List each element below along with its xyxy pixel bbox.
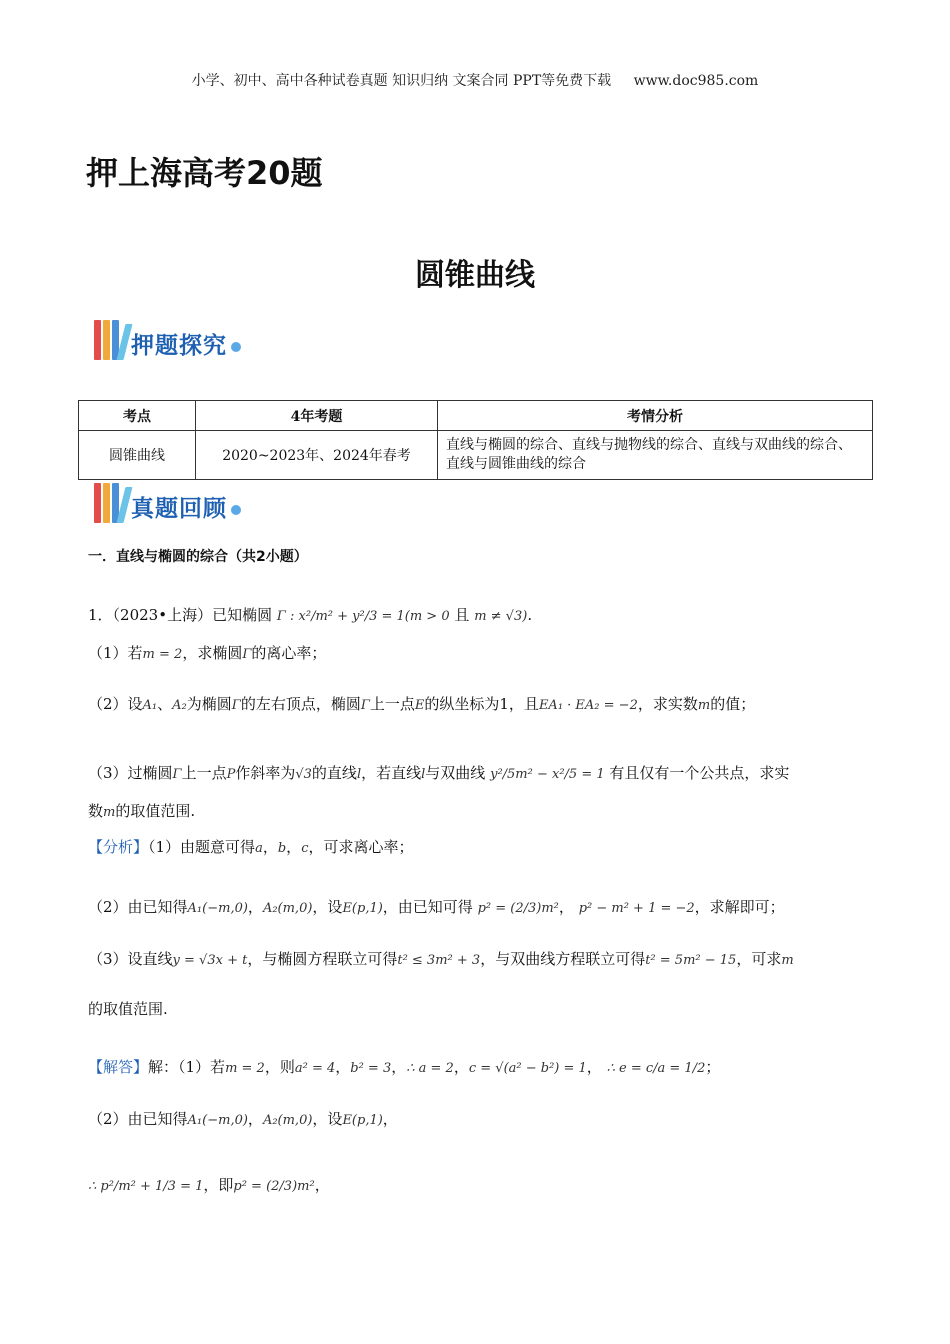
p3-l: l <box>356 767 362 782</box>
p2-d: 上一点 <box>369 695 415 713</box>
dot-icon <box>231 505 241 515</box>
question-1-part-3-cont <box>88 800 195 824</box>
table-cell: 2020~2023年、2024年春考 <box>196 431 438 480</box>
q1-prefix: 1．（2023•上海）已知椭圆 <box>88 606 273 624</box>
p3-line2a: 数 <box>88 802 104 820</box>
books-icon <box>94 483 128 523</box>
p2-m: m <box>697 698 711 713</box>
p3-line2b: 的取值范围. <box>115 802 196 820</box>
question-1-part-2 <box>88 693 755 717</box>
p2-c: 的左右顶点，椭圆 <box>240 695 361 713</box>
p2-g2: Γ <box>360 698 370 713</box>
p3-c: 作斜率为 <box>235 764 296 782</box>
p1-c: 的离心率； <box>251 644 327 662</box>
q1-cond: m ≠ √3) <box>474 609 528 624</box>
table-cell: 圆锥曲线 <box>79 431 196 480</box>
question-1 <box>88 604 532 628</box>
an-A2: A₂(m,0) <box>262 901 313 916</box>
banner-zhen-ti-hui-gu <box>94 483 241 523</box>
so-comma2: ， <box>391 1058 407 1076</box>
so-comma4: ， <box>586 1058 602 1076</box>
p2-a: （2）设 <box>88 695 143 713</box>
an-l2b: ，设 <box>312 898 343 916</box>
so-b2: b² = 3 <box>350 1061 392 1076</box>
p2-a2: A₂ <box>172 698 187 713</box>
so-l3eq2: p² = (2/3)m² <box>233 1179 315 1194</box>
an-l3c: ，与双曲线方程联立可得 <box>480 950 646 968</box>
an-comma4: ， <box>558 898 574 916</box>
question-1-part-3 <box>88 762 789 786</box>
p3-b: 上一点 <box>181 764 227 782</box>
so-comma5: ， <box>247 1110 263 1128</box>
p3-g2: 有且仅有一个公共点，求实 <box>609 764 790 782</box>
books-icon <box>94 320 128 360</box>
banner-text: 真题回顾 <box>131 496 227 522</box>
p3-m: m <box>103 805 116 820</box>
page-header <box>0 70 950 90</box>
an-l1b: ，可求离心率； <box>308 838 414 856</box>
analysis-line-4: 的取值范围. <box>88 1000 168 1018</box>
so-l3eq: ∴ p²/m² + 1/3 = 1 <box>88 1179 204 1194</box>
p1-m: m = 2 <box>142 647 183 662</box>
p3-l2: l <box>421 767 426 782</box>
analysis-tag: 【分析】 <box>88 838 149 856</box>
an-l1a: （1）由题意可得 <box>148 838 256 856</box>
dot-icon <box>231 342 241 352</box>
p1-b: ，求椭圆 <box>182 644 243 662</box>
p2-i: 的值； <box>710 695 756 713</box>
table-cell: 直线与椭圆的综合、直线与抛物线的综合、直线与双曲线的综合、直线与圆锥曲线的综合 <box>438 431 873 480</box>
solution-line-2 <box>88 1108 398 1132</box>
an-l3a: （3）设直线 <box>88 950 173 968</box>
header-site-link[interactable]: www.doc985.com <box>633 73 759 89</box>
an-A1: A₁(−m,0) <box>187 901 248 916</box>
so-A1: A₁(−m,0) <box>187 1113 248 1128</box>
an-l3b: ，与椭圆方程联立可得 <box>247 950 398 968</box>
an-l2c: ，由已知可得 <box>382 898 473 916</box>
p3-d: 的直线 <box>311 764 357 782</box>
p1-a: （1）若 <box>88 644 143 662</box>
an-eq2: p² − m² + 1 = −2 <box>578 901 695 916</box>
p3-g: Γ <box>172 767 182 782</box>
p2-a1: A₁ <box>142 698 158 713</box>
an-vc: c <box>301 841 309 856</box>
an-E: E(p,1) <box>342 901 383 916</box>
table-header: 考点 <box>79 401 196 431</box>
p3-e: ，若直线 <box>361 764 422 782</box>
p2-g: Γ <box>231 698 241 713</box>
p3-pv: P <box>226 767 236 782</box>
an-m: m <box>781 953 794 968</box>
p1-g: Γ <box>242 647 252 662</box>
p2-sep: 、 <box>157 695 173 713</box>
so-l2b: ，设 <box>312 1110 343 1128</box>
q1-end: . <box>527 606 533 624</box>
so-e: ∴ e = c/a = 1/2 <box>606 1061 706 1076</box>
an-eq1: p² = (2/3)m² <box>477 901 559 916</box>
p2-e: E <box>414 698 425 713</box>
so-l2c: ， <box>382 1110 398 1128</box>
an-comma3: ， <box>247 898 263 916</box>
so-a2: a² = 4 <box>294 1061 336 1076</box>
so-c: c = √(a² − b²) = 1 <box>468 1061 587 1076</box>
an-vb: b <box>277 841 287 856</box>
so-l1a: 解：（1）若 <box>148 1058 226 1076</box>
table-header: 4年考题 <box>196 401 438 431</box>
p2-f: 的纵坐标为1，且 <box>424 695 539 713</box>
analysis-line-2 <box>88 896 785 920</box>
so-semi: ； <box>705 1058 721 1076</box>
so-comma: ， <box>335 1058 351 1076</box>
p2-eq: EA₁ · EA₂ = −2 <box>538 698 638 713</box>
page-title: 押上海高考20题 <box>86 154 323 192</box>
an-eq4: t² = 5m² − 15 <box>645 953 737 968</box>
so-l1b: ，则 <box>264 1058 295 1076</box>
q1-and: 且 <box>454 606 470 624</box>
question-1-part-1 <box>88 642 326 666</box>
table-header: 考情分析 <box>438 401 873 431</box>
p3-a: （3）过椭圆 <box>88 764 173 782</box>
solution-line-3 <box>88 1174 330 1198</box>
p2-h: ，求实数 <box>637 695 698 713</box>
p3-f: 与双曲线 <box>425 764 486 782</box>
p3-s3: √3 <box>295 767 312 782</box>
analysis-line-1 <box>88 836 413 860</box>
so-l3a: ，即 <box>203 1176 234 1194</box>
an-l3d: ，可求 <box>736 950 782 968</box>
solution-tag: 【解答】 <box>88 1058 149 1076</box>
banner-text: 押题探究 <box>131 333 227 359</box>
header-text: 小学、初中、高中各种试卷真题 知识归纳 文案合同 PPT等免费下载 <box>191 73 612 89</box>
so-comma3: ， <box>453 1058 469 1076</box>
an-l2a: （2）由已知得 <box>88 898 188 916</box>
table-row <box>79 431 873 480</box>
q1-ellipse-eq: Γ : x²/m² + y²/3 = 1(m > 0 <box>276 609 450 624</box>
so-E: E(p,1) <box>342 1113 383 1128</box>
page-subtitle: 圆锥曲线 <box>415 258 535 293</box>
so-a: ∴ a = 2 <box>406 1061 454 1076</box>
so-A2: A₂(m,0) <box>262 1113 313 1128</box>
p2-b: 为椭圆 <box>186 695 232 713</box>
an-comma2: ， <box>286 838 302 856</box>
analysis-line-3 <box>88 948 794 972</box>
so-l3b: ， <box>314 1176 330 1194</box>
p3-hyp: y²/5m² − x²/5 = 1 <box>490 767 605 782</box>
section-heading: 一．直线与椭圆的综合（共2小题） <box>88 549 308 565</box>
an-va: a <box>255 841 263 856</box>
solution-line-1 <box>88 1056 720 1080</box>
an-l2d: ，求解即可； <box>694 898 785 916</box>
an-line: y = √3x + t <box>172 953 248 968</box>
so-l2a: （2）由已知得 <box>88 1110 188 1128</box>
banner-ya-ti-tan-jiu <box>94 320 241 360</box>
an-eq3: t² ≤ 3m² + 3 <box>397 953 481 968</box>
an-comma: ， <box>262 838 278 856</box>
exam-table <box>78 400 873 480</box>
so-m2: m = 2 <box>225 1061 265 1076</box>
